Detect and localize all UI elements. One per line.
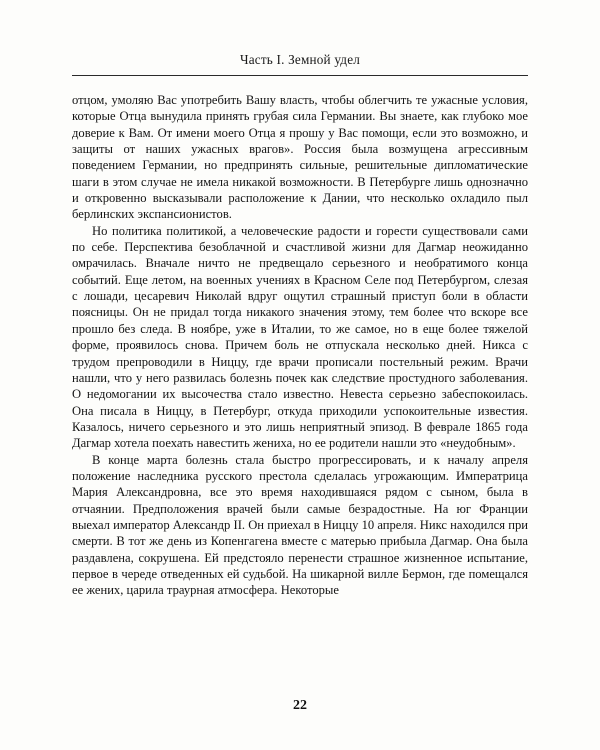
page-body bbox=[72, 92, 528, 599]
paragraph-1: отцом, умоляю Вас употребить Вашу власть, чтобы облегчить те ужасные условия, которые Отца вынудила принять грубая сила Германии. Вы знаете, как глубоко мое доверие к Вам. От имени моего Отца я прошу у Вас помощи, если это возможно, и защиты от наших ужасных врагов». Россия была возмущена агрессивным поведением Германии, но предпринять сильные, решительные дипломатические шаги в этом случае не имела никакой возможности. В Петербурге лишь однозначно и откровенно высказывали расположение к Дании, что несколько охладило пыл берлинских экспансионистов. bbox=[72, 93, 528, 222]
paragraph-3: В конце марта болезнь стала быстро прогрессировать, и к началу апреля положение наследника русского престола сделалась угрожающим. Императрица Мария Александровна, все это время находившаяся рядом с сыном, была в отчаянии. Предположения врачей были самые безрадостные. На юг Франции выехал император Александр II. Он приехал в Ниццу 10 апреля. Никс находился при смерти. В тот же день из Копенгагена вместе с матерью прибыла Дагмар. Она была раздавлена, сокрушена. Ей предстояло перенести страшное жизненное испытание, первое в череде отведенных ей судьбой. На шикарной вилле Бермон, где помещался ее жених, царила траурная атмосфера. Некоторые bbox=[72, 452, 528, 598]
header-divider bbox=[72, 75, 528, 76]
paragraph-2: Но политика политикой, а человеческие радости и горести существовали сами по себе. Перспектива безоблачной и счастливой жизни для Дагмар неожиданно омрачилась. Вначале ничто не предвещало серьезного и необратимого конца событий. Еще летом, на военных учениях в Красном Селе под Петербургом, слезая с лошади, цесаревич Николай вдруг ощутил страшный приступ боли в области поясницы. Он не придал тогда никакого значения этому, тем более что вскоре все прошло без следа. В ноябре, уже в Италии, то же самое, но в еще более тяжелой форме, проявилось снова. Причем боль не отпускала несколько дней. Никса с трудом препроводили в Ниццу, где врачи прописали постельный режим. Врачи нашли, что у него развилась болезнь почек как следствие простудного заболевания. О недомогании их высочества стало известно. Невеста серьезно забеспокоилась. Она писала в Ниццу, в Петербург, откуда приходили успокоительные известия. Казалось, ничего серьезного и это лишь неприятный эпизод. В феврале 1865 года Дагмар хотела поехать навестить жениха, но ее родители нашли это «неудобным». bbox=[72, 223, 528, 451]
running-head: Часть I. Земной удел bbox=[239, 52, 361, 67]
page-number: 22 bbox=[293, 698, 307, 713]
